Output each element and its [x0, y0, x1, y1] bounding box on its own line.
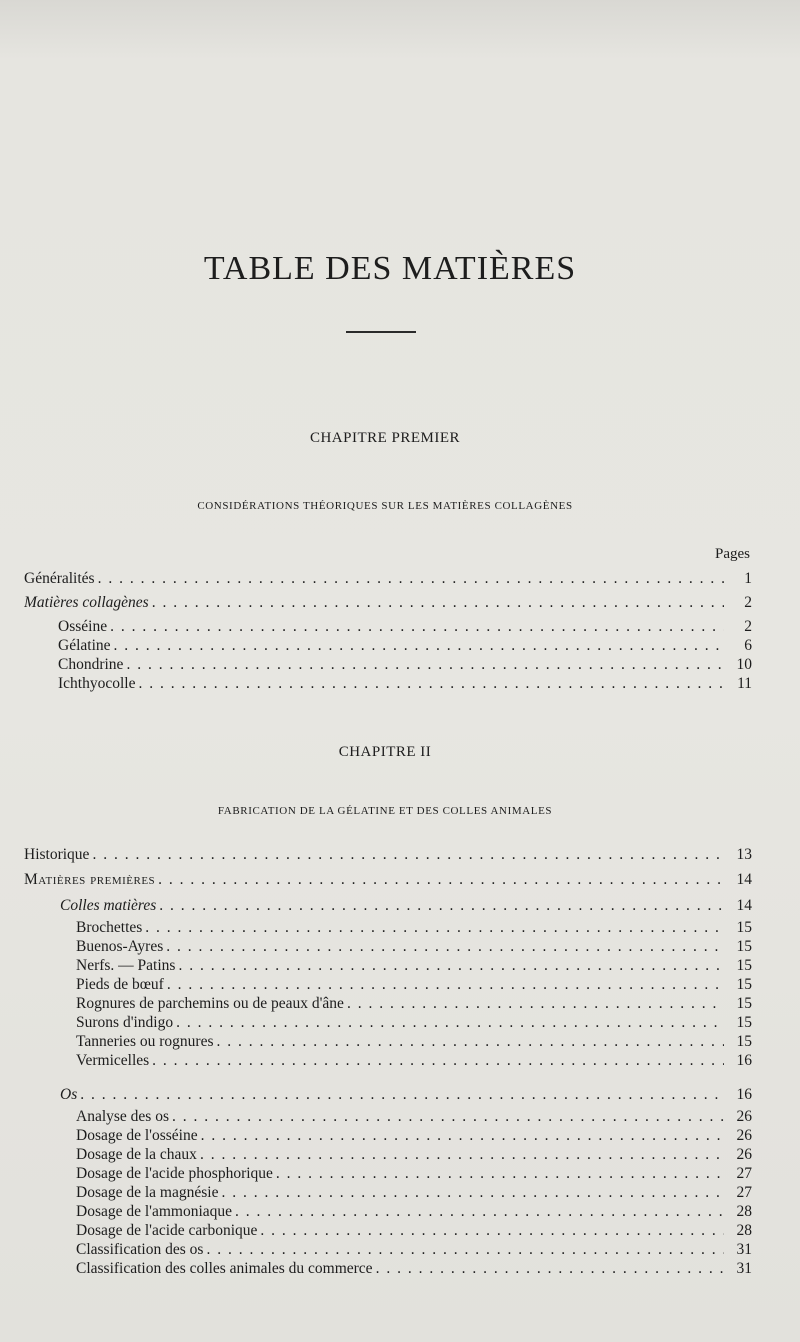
dot-leader	[98, 569, 724, 588]
toc-entry-label: Matières collagènes	[24, 594, 149, 611]
toc-entry	[76, 1145, 752, 1164]
toc-entry	[76, 1259, 752, 1278]
toc-entry-label: Vermicelles	[76, 1052, 150, 1069]
dot-leader	[159, 896, 724, 915]
dot-leader	[114, 636, 724, 655]
toc-entry-page: 27	[736, 1165, 752, 1182]
toc-entry-label: Osséine	[58, 618, 108, 635]
title-rule	[346, 331, 416, 333]
dot-leader	[172, 1107, 724, 1126]
toc-entry	[24, 569, 752, 588]
dot-leader	[158, 870, 724, 889]
toc-entry	[76, 937, 752, 956]
toc-entry	[76, 1126, 752, 1145]
toc-entry-page: 14	[736, 897, 752, 914]
toc-entry-label: Historique	[24, 846, 90, 863]
toc-entry-label: Surons d'indigo	[76, 1014, 174, 1031]
dot-leader	[235, 1202, 724, 1221]
toc-entry	[60, 896, 752, 915]
toc-entry-page: 15	[736, 919, 752, 936]
chapter-1-subtitle: CONSIDÉRATIONS THÉORIQUES SUR LES MATIÈRES COLLAGÈNES	[197, 500, 573, 512]
toc-entry-label: Analyse des os	[76, 1108, 169, 1125]
toc-entry	[76, 1013, 752, 1032]
dot-leader	[152, 593, 724, 612]
toc-entry	[76, 956, 752, 975]
toc-entry-label: Chondrine	[58, 656, 124, 673]
toc-entry-page: 31	[736, 1260, 752, 1277]
dot-leader	[217, 1032, 724, 1051]
toc-entry-page: 15	[736, 1033, 752, 1050]
toc-entry	[76, 1202, 752, 1221]
toc-entry-label: Nerfs. — Patins	[76, 957, 176, 974]
toc-entry-page: 27	[736, 1184, 752, 1201]
dot-leader	[201, 1126, 724, 1145]
toc-entry-label: Brochettes	[76, 919, 143, 936]
toc-entry-page: 15	[736, 1014, 752, 1031]
toc-entry-page: 16	[736, 1052, 752, 1069]
toc-entry-label: Classification des os	[76, 1241, 204, 1258]
toc-entry-page: 31	[736, 1241, 752, 1258]
pages-column-label: Pages	[715, 546, 750, 562]
toc-entry	[24, 870, 752, 889]
toc-entry	[58, 617, 752, 636]
toc-entry-page: 1	[744, 570, 752, 587]
toc-entry-label: Dosage de la chaux	[76, 1146, 197, 1163]
toc-entry-page: 10	[736, 656, 752, 673]
toc-entry-page: 16	[736, 1086, 752, 1103]
dot-leader	[92, 845, 724, 864]
toc-entry-label: Rognures de parchemins ou de peaux d'âne	[76, 995, 344, 1012]
toc-entry	[76, 1240, 752, 1259]
dot-leader	[152, 1051, 724, 1070]
dot-leader	[178, 956, 724, 975]
toc-entry-page: 28	[736, 1222, 752, 1239]
toc-entry-page: 28	[736, 1203, 752, 1220]
toc-entry-label: Dosage de l'osséine	[76, 1127, 198, 1144]
toc-entry	[76, 1107, 752, 1126]
dot-leader	[276, 1164, 724, 1183]
toc-entry	[24, 593, 752, 612]
dot-leader	[260, 1221, 724, 1240]
toc-entry-page: 26	[736, 1108, 752, 1125]
toc-entry-page: 15	[736, 938, 752, 955]
dot-leader	[126, 655, 724, 674]
toc-entry-page: 2	[744, 594, 752, 611]
dot-leader	[166, 937, 724, 956]
toc-entry-label: Gélatine	[58, 637, 111, 654]
toc-entry-label: Pieds de bœuf	[76, 976, 164, 993]
dot-leader	[176, 1013, 724, 1032]
toc-entry	[58, 636, 752, 655]
toc-entry-label: Os	[60, 1086, 78, 1103]
toc-entry	[76, 1164, 752, 1183]
toc-entry-page: 11	[737, 675, 752, 692]
toc-entry-page: 14	[736, 871, 752, 888]
toc-entry-label: Dosage de la magnésie	[76, 1184, 219, 1201]
dot-leader	[167, 975, 724, 994]
dot-leader	[110, 617, 724, 636]
toc-entry-label: Dosage de l'acide carbonique	[76, 1222, 258, 1239]
toc-entry-page: 15	[736, 976, 752, 993]
toc-entry	[76, 1183, 752, 1202]
page-title: TABLE DES MATIÈRES	[203, 250, 577, 287]
chapter-1-heading: CHAPITRE PREMIER	[309, 430, 461, 446]
dot-leader	[376, 1259, 724, 1278]
toc-entry	[24, 845, 752, 864]
toc-entry-page: 15	[736, 957, 752, 974]
toc-entry-page: 15	[736, 995, 752, 1012]
toc-entry	[76, 1032, 752, 1051]
toc-entry-label: Dosage de l'ammoniaque	[76, 1203, 233, 1220]
toc-entry-label: Buenos-Ayres	[76, 938, 164, 955]
toc-entry-label: Classification des colles animales du commerce	[76, 1260, 373, 1277]
dot-leader	[200, 1145, 724, 1164]
toc-entry-label: Colles matières	[60, 897, 157, 914]
toc-entry-page: 2	[744, 618, 752, 635]
dot-leader	[138, 674, 724, 693]
toc-entry-label: Dosage de l'acide phosphorique	[76, 1165, 273, 1182]
chapter-2-subtitle: FABRICATION DE LA GÉLATINE ET DES COLLES ANIMALES	[217, 805, 553, 817]
toc-entry	[60, 1085, 752, 1104]
dot-leader	[80, 1085, 724, 1104]
dot-leader	[347, 994, 724, 1013]
toc-entry	[76, 975, 752, 994]
dot-leader	[145, 918, 724, 937]
dot-leader	[206, 1240, 724, 1259]
toc-entry-label: Matières premières	[24, 871, 156, 888]
chapter-2-heading: CHAPITRE II	[338, 744, 432, 760]
toc-entry	[58, 655, 752, 674]
toc-entry-page: 6	[744, 637, 752, 654]
toc-entry-page: 26	[736, 1127, 752, 1144]
toc-entry	[76, 918, 752, 937]
toc-entry	[58, 674, 752, 693]
toc-entry	[76, 994, 752, 1013]
toc-entry-label: Ichthyocolle	[58, 675, 136, 692]
toc-entry-page: 26	[736, 1146, 752, 1163]
toc-entry-label: Généralités	[24, 570, 95, 587]
dot-leader	[221, 1183, 724, 1202]
toc-entry	[76, 1221, 752, 1240]
toc-entry	[76, 1051, 752, 1070]
toc-entry-label: Tanneries ou rognures	[76, 1033, 214, 1050]
toc-entry-page: 13	[736, 846, 752, 863]
